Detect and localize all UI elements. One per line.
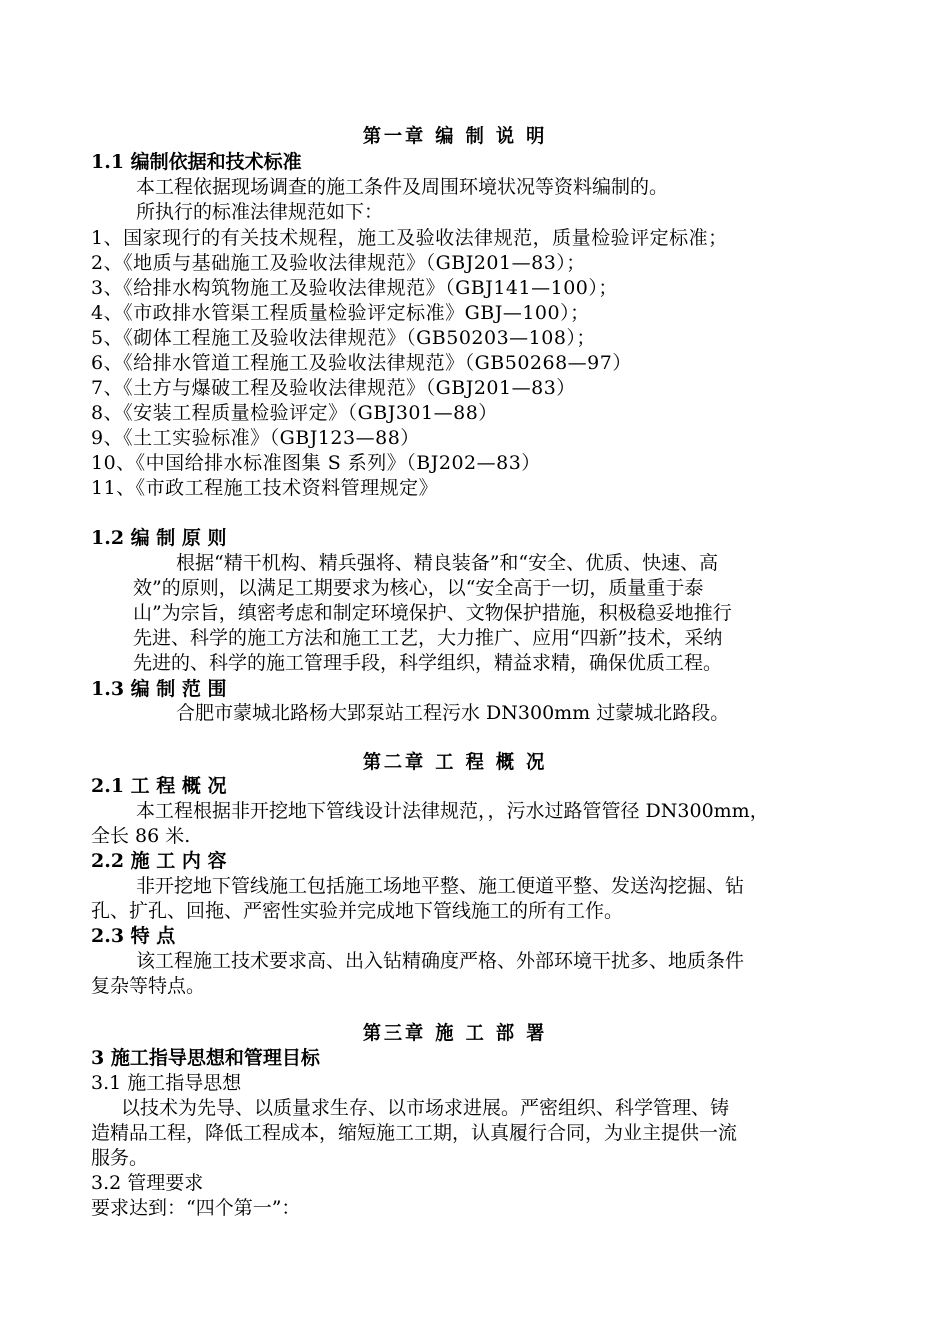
paragraph-line: 根据“精干机构、精兵强将、精良装备”和“安全、优质、快速、高 — [176, 552, 719, 574]
paragraph: 要求达到：“四个第一”： — [91, 1197, 301, 1219]
paragraph-line: 先进的、科学的施工管理手段，科学组织，精益求精，确保优质工程。 — [133, 652, 723, 674]
list-item: 3、《给排水构筑物施工及验收法律规范》（GBJ141—100）； — [91, 277, 618, 299]
section-2-2-heading: 2.2 施 工 内 容 — [91, 850, 227, 872]
section-3-1-heading: 3.1 施工指导思想 — [91, 1072, 242, 1094]
list-item: 7、《土方与爆破工程及验收法律规范》（GBJ201—83） — [91, 377, 576, 399]
section-2-3-heading: 2.3 特 点 — [91, 925, 176, 947]
chapter2-title: 第二章 工 程 概 况 — [362, 751, 548, 773]
section-1-2-heading: 1.2 编 制 原 则 — [91, 527, 227, 549]
paragraph-line: 造精品工程，降低工程成本，缩短施工工期，认真履行合同，为业主提供一流 — [91, 1122, 738, 1144]
paragraph-line: 该工程施工技术要求高、出入钻精确度严格、外部环境干扰多、地质条件 — [136, 950, 745, 972]
list-item: 4、《市政排水管渠工程质量检验评定标准》GBJ—100）； — [91, 302, 590, 324]
list-item: 10、《中国给排水标准图集 S 系列》（BJ202—83） — [91, 452, 541, 474]
paragraph: 合肥市蒙城北路杨大郢泵站工程污水 DN300mm 过蒙城北路段。 — [176, 702, 730, 724]
list-item: 5、《砌体工程施工及验收法律规范》（GB50203—108）； — [91, 327, 596, 349]
section-1-1-heading: 1.1 编制依据和技术标准 — [91, 151, 302, 173]
paragraph-line: 复杂等特点。 — [91, 975, 206, 997]
chapter3-title: 第三章 施 工 部 署 — [362, 1022, 548, 1044]
paragraph: 本工程依据现场调查的施工条件及周围环境状况等资料编制的。 — [136, 176, 669, 198]
list-item: 2、《地质与基础施工及验收法律规范》（GBJ201—83）； — [91, 252, 586, 274]
list-item: 6、《给排水管道工程施工及验收法律规范》（GB50268—97） — [91, 352, 632, 374]
paragraph-line: 以技术为先导、以质量求生存、以市场求进展。严密组织、科学管理、铸 — [121, 1097, 730, 1119]
list-item: 9、《土工实验标准》（GBJ123—88） — [91, 427, 420, 449]
section-3-heading: 3 施工指导思想和管理目标 — [91, 1047, 320, 1069]
section-2-1-heading: 2.1 工 程 概 况 — [91, 775, 227, 797]
section-1-3-heading: 1.3 编 制 范 围 — [91, 678, 227, 700]
paragraph-line: 本工程根据非开挖地下管线设计法律规范，，污水过路管管径 DN300mm， — [136, 800, 769, 822]
paragraph-line: 效”的原则，以满足工期要求为核心，以“安全高于一切，质量重于泰 — [133, 577, 704, 599]
paragraph-line: 非开挖地下管线施工包括施工场地平整、施工便道平整、发送沟挖掘、钻 — [136, 875, 745, 897]
paragraph: 所执行的标准法律规范如下： — [136, 201, 384, 223]
paragraph-line: 先进、科学的施工方法和施工工艺，大力推广、应用“四新”技术，采纳 — [133, 627, 723, 649]
chapter1-title: 第一章 编 制 说 明 — [362, 125, 548, 147]
paragraph-line: 山”为宗旨，缜密考虑和制定环境保护、文物保护措施，积极稳妥地推行 — [133, 602, 732, 624]
section-3-2-heading: 3.2 管理要求 — [91, 1172, 204, 1194]
list-item: 1、国家现行的有关技术规程，施工及验收法律规范，质量检验评定标准； — [91, 227, 728, 249]
paragraph-line: 服务。 — [91, 1147, 149, 1169]
paragraph-line: 全长 86 米. — [91, 825, 191, 847]
list-item: 11、《市政工程施工技术资料管理规定》 — [91, 477, 439, 499]
list-item: 8、《安装工程质量检验评定》（GBJ301—88） — [91, 402, 498, 424]
paragraph-line: 孔、扩孔、回拖、严密性实验并完成地下管线施工的所有工作。 — [91, 900, 624, 922]
